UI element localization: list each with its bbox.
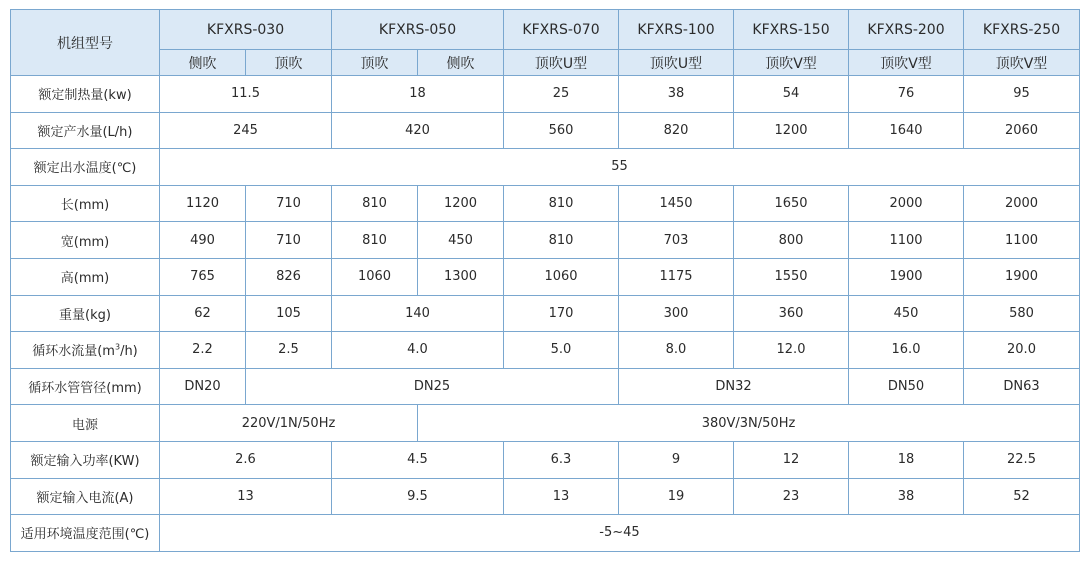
table-cell: 810 xyxy=(504,222,619,259)
table-cell: 420 xyxy=(332,112,504,149)
table-cell: 2.5 xyxy=(246,332,332,369)
row-label: 额定输入电流(A) xyxy=(11,478,160,515)
row-label: 循环水管管径(mm) xyxy=(11,368,160,405)
table-cell: 580 xyxy=(964,295,1080,332)
header-row-subtypes xyxy=(11,50,1080,76)
row-label: 重量(kg) xyxy=(11,295,160,332)
table-cell: 2000 xyxy=(849,185,964,222)
flow-label-sup: 3 xyxy=(114,343,121,353)
row-label: 高(mm) xyxy=(11,258,160,295)
table-cell: 12 xyxy=(734,441,849,478)
table-row xyxy=(11,149,1080,186)
table-cell: 9 xyxy=(619,441,734,478)
table-cell: 52 xyxy=(964,478,1080,515)
subtype-header: 顶吹V型 xyxy=(964,50,1080,76)
row-label: 额定制热量(kw) xyxy=(11,76,160,113)
row-label xyxy=(11,332,160,369)
model-header: KFXRS-070 xyxy=(504,10,619,50)
row-label: 适用环境温度范围(℃) xyxy=(11,515,160,552)
table-cell: 1550 xyxy=(734,258,849,295)
table-cell: 76 xyxy=(849,76,964,113)
table-cell: 13 xyxy=(160,478,332,515)
table-cell: 5.0 xyxy=(504,332,619,369)
table-cell: 765 xyxy=(160,258,246,295)
row-label: 长(mm) xyxy=(11,185,160,222)
table-cell: 380V/3N/50Hz xyxy=(418,405,1080,442)
table-row xyxy=(11,441,1080,478)
row-label: 宽(mm) xyxy=(11,222,160,259)
table-cell: 140 xyxy=(332,295,504,332)
table-cell: 220V/1N/50Hz xyxy=(160,405,418,442)
table-cell: 1100 xyxy=(849,222,964,259)
table-row xyxy=(11,368,1080,405)
table-cell: 1450 xyxy=(619,185,734,222)
table-cell: 800 xyxy=(734,222,849,259)
header-row-models xyxy=(11,10,1080,50)
table-cell: 6.3 xyxy=(504,441,619,478)
row-label: 额定输入功率(KW) xyxy=(11,441,160,478)
row-label: 额定产水量(L/h) xyxy=(11,112,160,149)
table-cell: 450 xyxy=(418,222,504,259)
table-cell: 810 xyxy=(504,185,619,222)
table-cell: 710 xyxy=(246,222,332,259)
flow-label-pre: 循环水流量(m xyxy=(32,344,115,360)
table-cell: 170 xyxy=(504,295,619,332)
table-cell: 23 xyxy=(734,478,849,515)
table-cell: 560 xyxy=(504,112,619,149)
table-cell: 810 xyxy=(332,185,418,222)
table-cell: 18 xyxy=(849,441,964,478)
table-cell: 1200 xyxy=(734,112,849,149)
spec-table xyxy=(10,9,1080,552)
table-cell: 25 xyxy=(504,76,619,113)
table-row xyxy=(11,76,1080,113)
table-cell: 1900 xyxy=(849,258,964,295)
table-cell: 1300 xyxy=(418,258,504,295)
table-cell: 20.0 xyxy=(964,332,1080,369)
table-cell: 490 xyxy=(160,222,246,259)
table-row xyxy=(11,332,1080,369)
subtype-header: 顶吹 xyxy=(246,50,332,76)
table-cell: 2060 xyxy=(964,112,1080,149)
table-cell: 38 xyxy=(849,478,964,515)
table-cell: 1900 xyxy=(964,258,1080,295)
table-cell: DN63 xyxy=(964,368,1080,405)
table-cell: 8.0 xyxy=(619,332,734,369)
table-cell: 4.5 xyxy=(332,441,504,478)
table-row xyxy=(11,222,1080,259)
table-cell: 2000 xyxy=(964,185,1080,222)
subtype-header: 顶吹U型 xyxy=(619,50,734,76)
model-header: KFXRS-030 xyxy=(160,10,332,50)
table-cell: 1120 xyxy=(160,185,246,222)
model-header: KFXRS-150 xyxy=(734,10,849,50)
table-cell: 13 xyxy=(504,478,619,515)
table-cell: -5~45 xyxy=(160,515,1080,552)
table-cell: DN25 xyxy=(246,368,619,405)
table-row xyxy=(11,405,1080,442)
table-row xyxy=(11,258,1080,295)
table-cell: DN20 xyxy=(160,368,246,405)
model-header: KFXRS-250 xyxy=(964,10,1080,50)
table-cell: 105 xyxy=(246,295,332,332)
table-cell: 1650 xyxy=(734,185,849,222)
model-header: KFXRS-100 xyxy=(619,10,734,50)
table-row xyxy=(11,478,1080,515)
table-cell: 1060 xyxy=(332,258,418,295)
table-cell: 38 xyxy=(619,76,734,113)
table-cell: 2.2 xyxy=(160,332,246,369)
table-cell: 245 xyxy=(160,112,332,149)
subtype-header: 侧吹 xyxy=(160,50,246,76)
row-label: 电源 xyxy=(11,405,160,442)
subtype-header: 侧吹 xyxy=(418,50,504,76)
table-cell: 710 xyxy=(246,185,332,222)
subtype-header: 顶吹V型 xyxy=(849,50,964,76)
table-cell: 703 xyxy=(619,222,734,259)
flow-label-post: /h) xyxy=(120,344,138,360)
model-header-label: 机组型号 xyxy=(11,10,160,76)
table-cell: 1200 xyxy=(418,185,504,222)
table-cell: 62 xyxy=(160,295,246,332)
table-cell: 95 xyxy=(964,76,1080,113)
table-cell: 54 xyxy=(734,76,849,113)
subtype-header: 顶吹V型 xyxy=(734,50,849,76)
table-row xyxy=(11,515,1080,552)
model-header: KFXRS-050 xyxy=(332,10,504,50)
table-cell: 300 xyxy=(619,295,734,332)
table-cell: 19 xyxy=(619,478,734,515)
table-cell: 9.5 xyxy=(332,478,504,515)
row-label: 额定出水温度(℃) xyxy=(11,149,160,186)
table-cell: 16.0 xyxy=(849,332,964,369)
table-row xyxy=(11,185,1080,222)
table-cell: 1060 xyxy=(504,258,619,295)
table-cell: 4.0 xyxy=(332,332,504,369)
table-cell: 1640 xyxy=(849,112,964,149)
subtype-header: 顶吹 xyxy=(332,50,418,76)
table-cell: 2.6 xyxy=(160,441,332,478)
table-cell: 22.5 xyxy=(964,441,1080,478)
table-cell: 826 xyxy=(246,258,332,295)
table-row xyxy=(11,295,1080,332)
table-cell: 18 xyxy=(332,76,504,113)
subtype-header: 顶吹U型 xyxy=(504,50,619,76)
table-cell: 820 xyxy=(619,112,734,149)
model-header: KFXRS-200 xyxy=(849,10,964,50)
table-cell: 450 xyxy=(849,295,964,332)
table-cell: 1100 xyxy=(964,222,1080,259)
table-cell: 1175 xyxy=(619,258,734,295)
table-cell: 12.0 xyxy=(734,332,849,369)
table-cell: 11.5 xyxy=(160,76,332,113)
table-cell: 810 xyxy=(332,222,418,259)
table-cell: 55 xyxy=(160,149,1080,186)
table-cell: DN50 xyxy=(849,368,964,405)
table-cell: 360 xyxy=(734,295,849,332)
table-cell: DN32 xyxy=(619,368,849,405)
table-row xyxy=(11,112,1080,149)
